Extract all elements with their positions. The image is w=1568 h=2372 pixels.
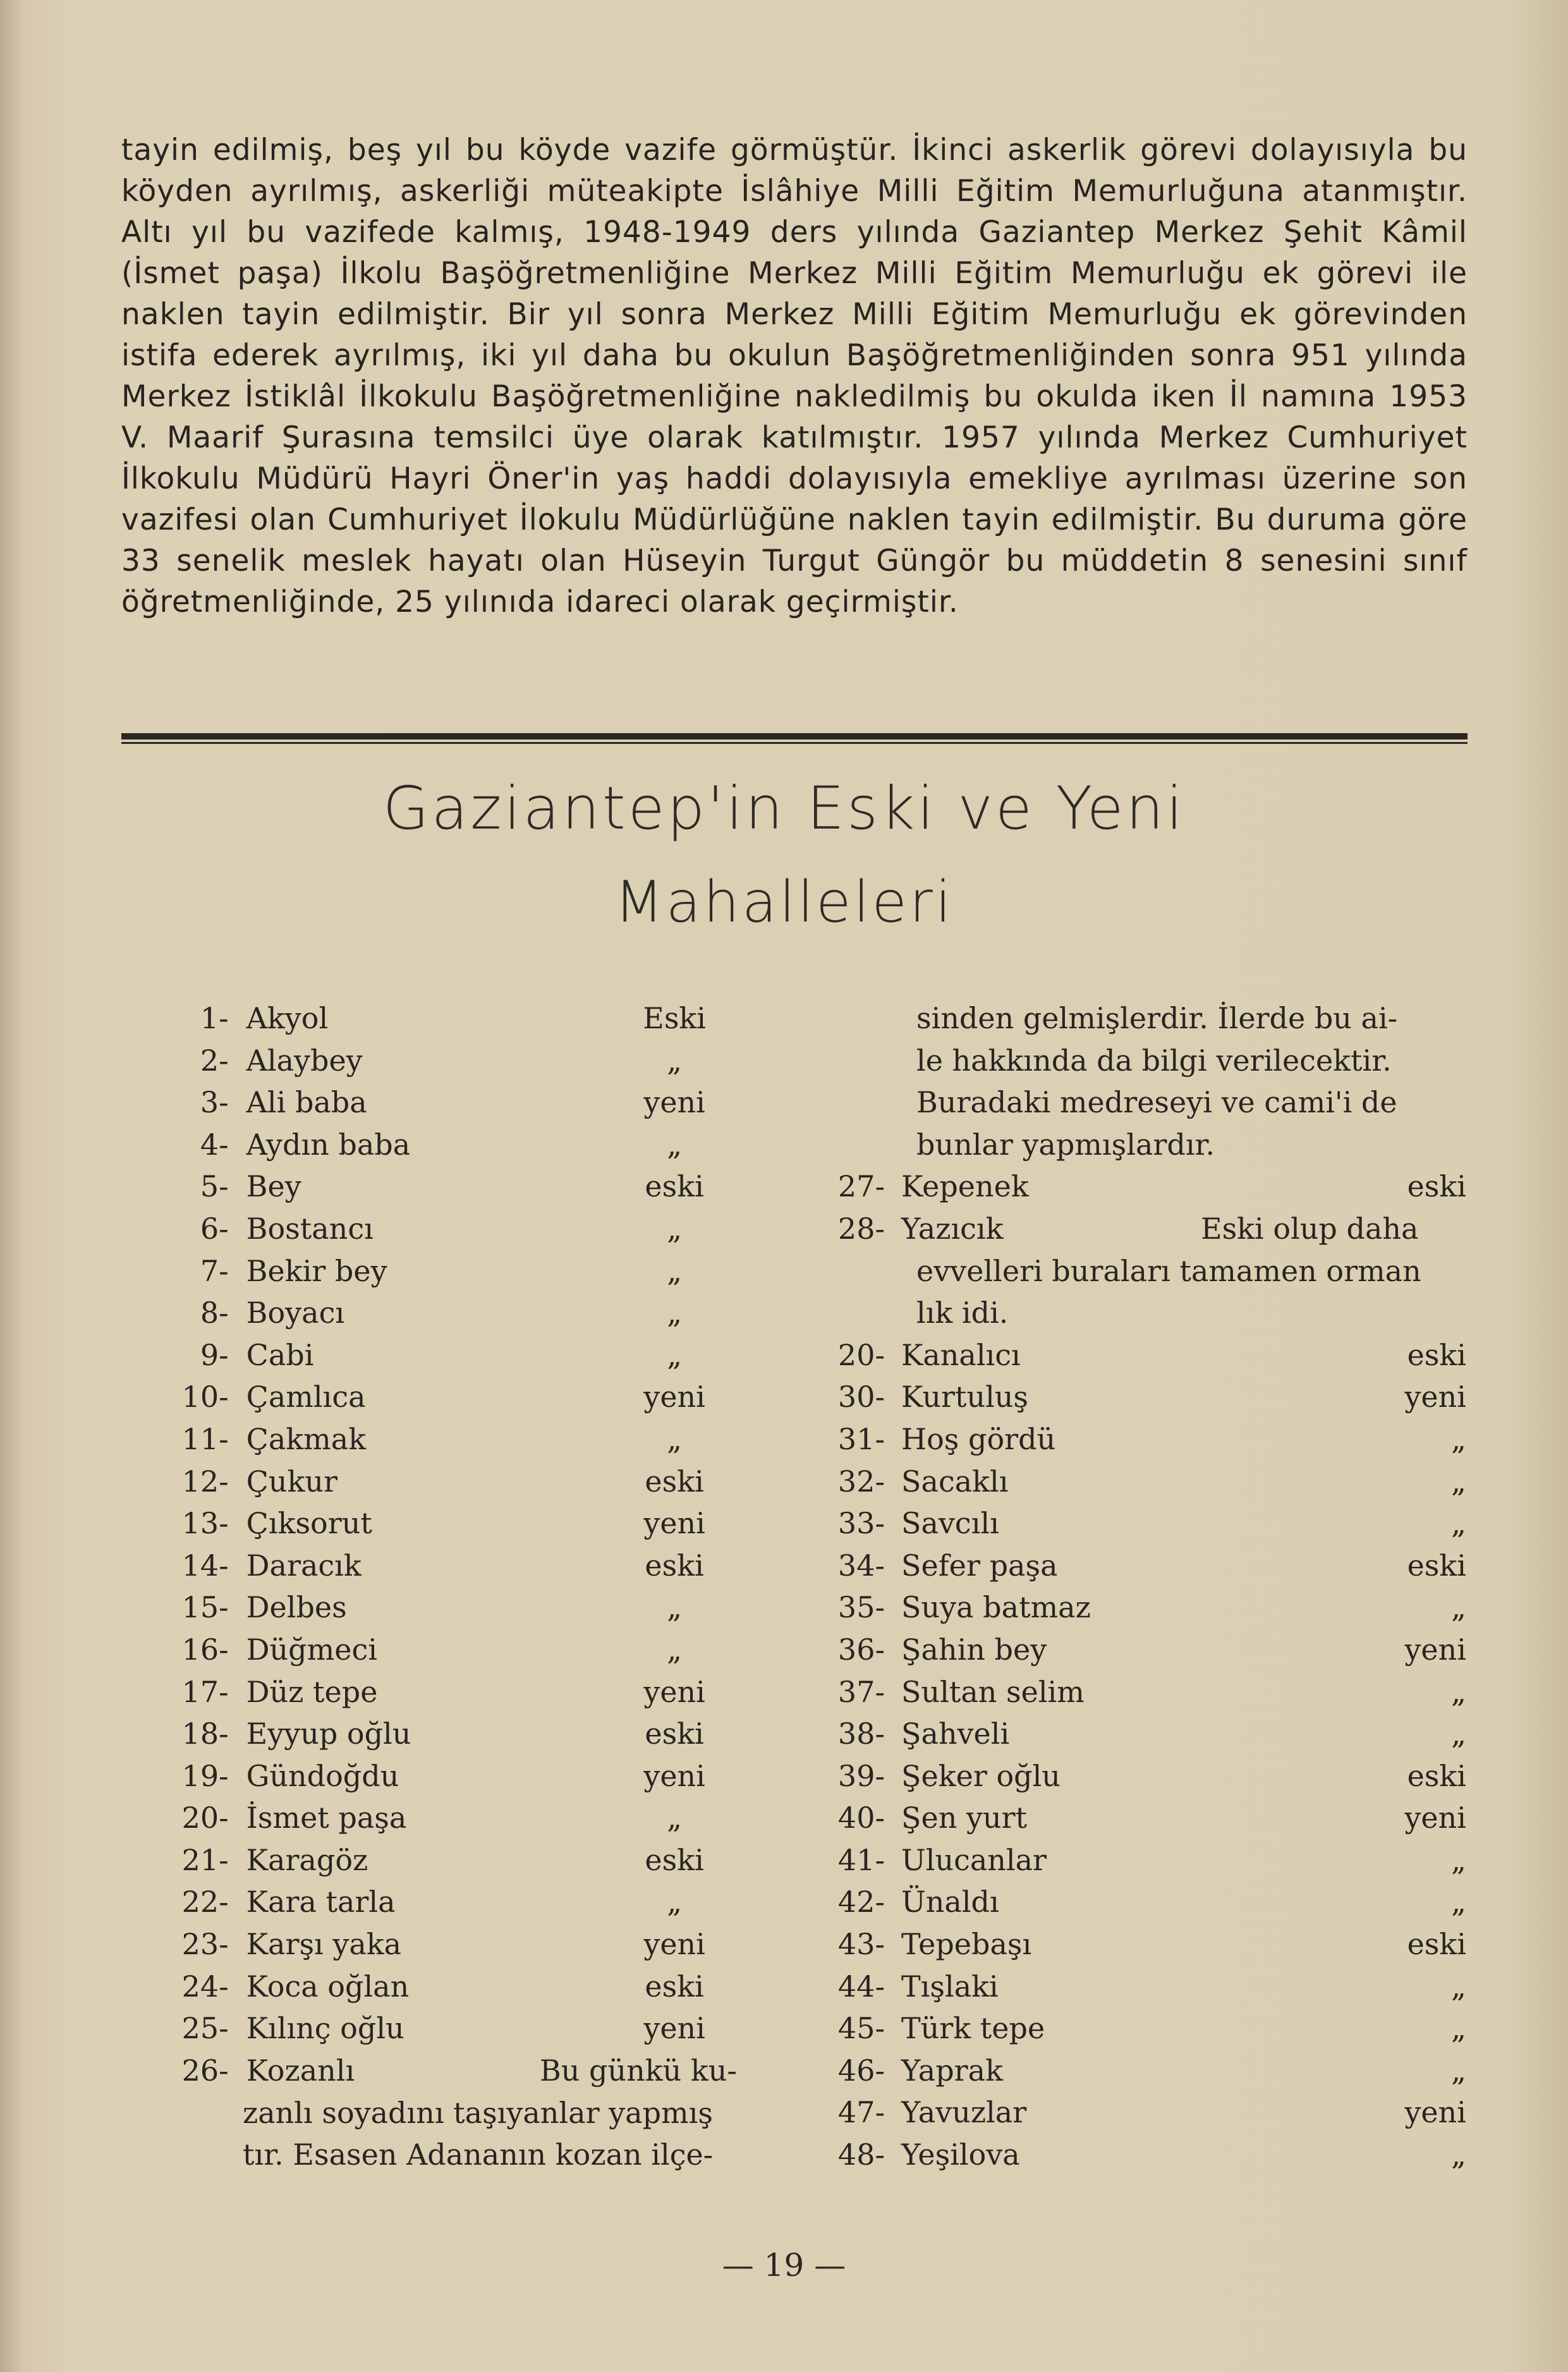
list-item [152, 1839, 765, 1882]
list-item-name: Karagöz [246, 1842, 368, 1877]
list-item-tag: „ [1451, 1717, 1466, 1751]
list-item-name: Koca oğlan [246, 1969, 410, 2004]
list-item-name: Kurtuluş [901, 1380, 1029, 1414]
list-item [152, 2007, 765, 2050]
list-item-num: 35- [837, 1590, 885, 1625]
list-item-name: Şen yurt [901, 1801, 1028, 1835]
list-item-tag: eski [645, 1548, 704, 1583]
list-item-num: 36- [837, 1632, 885, 1667]
list-item-num: 20- [837, 1337, 885, 1372]
list-item-tag: „ [667, 1043, 683, 1078]
list-item-tag: „ [1451, 1590, 1466, 1625]
list-item-name: Suya batmaz [901, 1590, 1091, 1625]
list-item-num: 44- [837, 1969, 885, 2004]
list-item [152, 1923, 765, 1966]
list-item-tag: yeni [1404, 2095, 1466, 2130]
list-item-tag: yeni [1404, 1632, 1466, 1667]
list-item-tag: „ [667, 1421, 683, 1456]
list-item-num: 39- [837, 1758, 885, 1793]
list-item [152, 1797, 765, 1839]
list-item-num [815, 1292, 891, 1334]
list-item-name: Boyacı [246, 1296, 345, 1330]
list-item-num: 38- [837, 1717, 885, 1751]
list-item-name: Daracık [246, 1548, 362, 1583]
list-item-num: 33- [837, 1506, 885, 1541]
list-item [815, 1923, 1473, 1966]
list-item-name: Tepebaşı [901, 1927, 1032, 1962]
list-item-name: Alaybey [246, 1043, 363, 1078]
list-item-num: 34- [837, 1548, 885, 1583]
list-item [815, 1418, 1473, 1461]
list-item-num: 17- [181, 1674, 229, 1709]
list-item [152, 1376, 765, 1418]
list-item-num: 7- [200, 1253, 229, 1288]
list-item-tag: „ [1451, 1842, 1466, 1877]
list-item-tag: „ [1451, 2138, 1466, 2172]
list-item-tag: yeni [643, 1085, 705, 1120]
page-number: — 19 — [722, 2247, 846, 2284]
list-item-tag: yeni [1404, 1801, 1466, 1835]
list-item [152, 1545, 765, 1587]
list-item-name: Kılınç oğlu [246, 2011, 404, 2046]
list-item [815, 1797, 1473, 1839]
list-item [815, 2091, 1473, 2134]
list-item-name: Bekir bey [246, 1253, 387, 1288]
list-item [152, 1671, 765, 1713]
list-item-tag: „ [667, 1127, 683, 1162]
list-item [152, 1250, 765, 1292]
list-item-name: Tışlaki [901, 1969, 999, 2004]
list-item [152, 1755, 765, 1797]
list-item-tag: yeni [643, 1674, 705, 1709]
note-line: Buradaki medreseyi ve cami'i de [916, 1085, 1397, 1120]
list-item-tag: „ [667, 1253, 683, 1288]
list-item-name: Yaprak [901, 2053, 1003, 2088]
list-item-name: Şahveli [901, 1717, 1010, 1751]
note-line: le hakkında da bilgi verilecektir. [916, 1043, 1392, 1078]
list-item-tag: yeni [643, 1758, 705, 1793]
list-item-name: Şahin bey [901, 1632, 1047, 1667]
list-item-num: 15- [181, 1590, 229, 1625]
list-item-num: 18- [181, 1717, 229, 1751]
list-item [815, 1629, 1473, 1671]
list-item-name: Türk tepe [901, 2011, 1045, 2046]
list-item [152, 1713, 765, 1755]
list-item-tag: „ [1451, 2011, 1466, 2046]
list-item-num: 25- [181, 2011, 229, 2046]
list-item-name: Sacaklı [901, 1464, 1009, 1499]
list-item-tag: yeni [643, 1380, 705, 1414]
list-item [815, 1376, 1473, 1418]
note-line: zanlı soyadını taşıyanlar yapmış [243, 2095, 713, 2130]
list-item [152, 1502, 765, 1545]
list-item-name: Kara tarla [246, 1885, 396, 1919]
list-item-num: 32- [837, 1464, 885, 1499]
list-item [815, 2050, 1473, 2092]
list-item-name: Kozanlı [246, 2053, 355, 2088]
note-line: Bu günkü ku- [540, 2053, 737, 2088]
list-item-num: 13- [181, 1506, 229, 1541]
list-item-name: Akyol [246, 1001, 329, 1035]
list-item-num: 4- [200, 1127, 229, 1162]
list-item [815, 1881, 1473, 1923]
note-line: evvelleri buraları tamamen orman [916, 1253, 1421, 1288]
list-item [815, 1966, 1473, 2008]
list-item-num: 43- [837, 1927, 885, 1962]
list-item [152, 1124, 765, 1166]
list-item-tag: Eski [643, 1001, 707, 1035]
list-item-name: Bostancı [246, 1211, 374, 1246]
list-item-tag: „ [1451, 1969, 1466, 2004]
list-item [152, 1881, 765, 1923]
list-item-num: 3- [200, 1085, 229, 1120]
note-line: tır. Esasen Adananın kozan ilçe- [243, 2138, 714, 2172]
list-item-name: Eyyup oğlu [246, 1717, 411, 1751]
note-line: Eski olup daha [1201, 1212, 1419, 1246]
list-item-num [815, 1250, 891, 1292]
list-item [152, 1292, 765, 1334]
list-item-num: 20- [181, 1801, 229, 1835]
list-item-num: 47- [837, 2095, 885, 2130]
list-item-name: Cabi [246, 1337, 314, 1372]
list-item-num: 45- [837, 2011, 885, 2046]
note-line: sinden gelmişlerdir. İlerde bu ai- [916, 1001, 1398, 1035]
list-item-name: İsmet paşa [246, 1801, 407, 1835]
list-item [815, 1502, 1473, 1545]
list-item-tag: „ [1451, 1464, 1466, 1499]
list-item [815, 1713, 1473, 1755]
list-item-name: Çakmak [246, 1421, 367, 1456]
list-item-name: Yeşilova [901, 2138, 1020, 2172]
list-item-num: 27- [837, 1169, 885, 1204]
list-item-name: Düz tepe [246, 1674, 378, 1709]
list-item-name: Düğmeci [246, 1632, 377, 1667]
list-item-num: 23- [181, 1927, 229, 1962]
list-item-name: Çamlıca [246, 1380, 366, 1414]
list-item-tag: „ [667, 1590, 683, 1625]
list-item [152, 1081, 765, 1124]
list-item-name: Çıksorut [246, 1506, 372, 1541]
list-item-name: Ulucanlar [901, 1842, 1047, 1877]
body-paragraph: tayin edilmiş, beş yıl bu köyde vazife görmüştür. İkinci askerlik görevi dolayısıyla bu köyden ayrılmış, askerliği müteakipte İslâhiye Milli Eğitim Memurluğuna atanmıştır. Altı yıl bu vazifede kalmış, 1948-1949 ders yılında Gaziantep Merkez Şehit Kâmil (İsmet paşa) İlkolu Başöğretmenliğine Merkez Milli Eğitim Memurluğu ek görevi ile naklen tayin edilmiştir. Bir yıl sonra Merkez Milli Eğitim Memurluğu ek görevinden istifa ederek ayrılmış, iki yıl daha bu okulun Başöğretmenliğinden sonra 951 yılında Merkez İstiklâl İlkokulu Başöğretmenliğine nakledilmiş bu okulda iken İl namına 1953 V. Maarif Şurasına temsilci üye olarak katılmıştır. 1957 yılında Merkez Cumhuriyet İlkokulu Müdürü Hayri Öner'in yaş haddi dolayısıyla emekliye ayrılması üzerine son vazifesi olan Cumhuriyet İlokulu Müdürlüğüne naklen tayin edilmiştir. Bu duruma göre 33 senelik meslek hayatı olan Hüseyin Turgut Güngör bu müddetin 8 senesini sınıf öğretmenliğinde, 25 yılınıda idareci olarak geçirmiştir. [121, 133, 1468, 619]
list-item-num: 11- [181, 1421, 229, 1456]
list-item-tag: yeni [643, 2011, 705, 2046]
list-item-num: 6- [200, 1211, 229, 1246]
list-item-tag: eski [645, 1717, 704, 1751]
note-line: lık idi. [916, 1296, 1009, 1330]
list-item-num: 48- [837, 2138, 885, 2172]
list-item-num: 41- [837, 1842, 885, 1877]
list-item-num: 37- [837, 1674, 885, 1709]
note-yazicik [916, 1208, 1473, 1334]
list-item-tag: eski [645, 1969, 704, 2004]
list-item-num: 8- [200, 1296, 229, 1330]
list-item-name: Ünaldı [901, 1885, 999, 1919]
list-item-num: 28- [837, 1211, 885, 1246]
list-item-tag: „ [1451, 1885, 1466, 1919]
list-item-name: Şeker oğlu [901, 1758, 1061, 1793]
list-item [815, 1461, 1473, 1503]
list-item-num: 2- [200, 1043, 229, 1078]
list-item-tag: eski [1407, 1169, 1466, 1204]
list-item-tag: eski [1407, 1548, 1466, 1583]
list-item-name: Çukur [246, 1464, 337, 1499]
list-item-tag: „ [1451, 1421, 1466, 1456]
list-item-tag: eski [1407, 1337, 1466, 1372]
list-item-name: Sefer paşa [901, 1548, 1058, 1583]
list-item-num: 40- [837, 1801, 885, 1835]
list-item-tag: yeni [1404, 1380, 1466, 1414]
list-item-name: Karşı yaka [246, 1927, 402, 1962]
list-item-tag: yeni [643, 1927, 705, 1962]
list-item-tag: eski [1407, 1927, 1466, 1962]
list-item-name: Hoş gördü [901, 1421, 1056, 1456]
list-item-name: Yavuzlar [901, 2095, 1027, 2130]
list-item [152, 1334, 765, 1377]
list-item-name: Savcılı [901, 1506, 999, 1541]
list-item [815, 1545, 1473, 1587]
list-item-tag: „ [667, 1337, 683, 1372]
list-item [815, 1165, 1473, 1208]
list-item-tag: „ [667, 1885, 683, 1919]
divider-rule [121, 733, 1468, 739]
list-item-tag: „ [1451, 1506, 1466, 1541]
list-item [152, 1586, 765, 1629]
section-subtitle: Mahalleleri [614, 869, 954, 935]
list-item [815, 1671, 1473, 1713]
list-item-num: 12- [181, 1464, 229, 1499]
list-item [152, 1165, 765, 1208]
list-item-tag: „ [1451, 2053, 1466, 2088]
note-kozanli [243, 2050, 811, 2176]
list-item-tag: yeni [643, 1506, 705, 1541]
section-title: Gaziantep'in Eski ve Yeni [382, 774, 1186, 843]
list-item-name: Kanalıcı [901, 1337, 1021, 1372]
list-item-name: Sultan selim [901, 1674, 1085, 1709]
list-item-num: 31- [837, 1421, 885, 1456]
list-item [152, 1629, 765, 1671]
list-item-num: 30- [837, 1380, 885, 1414]
list-item [815, 1839, 1473, 1882]
list-item-tag: eski [645, 1842, 704, 1877]
list-item-name: Yazıcık [901, 1211, 1004, 1246]
list-item [815, 1334, 1473, 1377]
list-item-num: 21- [181, 1842, 229, 1877]
list-item-num: 24- [181, 1969, 229, 2004]
list-item-name: Gündoğdu [246, 1758, 399, 1793]
list-item-num: 9- [200, 1337, 229, 1372]
list-item-tag: „ [667, 1211, 683, 1246]
list-item [152, 1040, 765, 1082]
note-continuation [916, 997, 1473, 1165]
list-item [152, 1461, 765, 1503]
neighborhood-list-left [152, 997, 765, 2091]
list-item-name: Bey [246, 1169, 301, 1204]
list-item-num: 22- [181, 1885, 229, 1919]
list-item-tag: „ [667, 1801, 683, 1835]
list-item-num: 19- [181, 1758, 229, 1793]
list-item-name: Aydın baba [246, 1127, 411, 1162]
list-item [152, 1966, 765, 2008]
list-item [815, 2007, 1473, 2050]
list-item [152, 1208, 765, 1250]
list-item-tag: „ [667, 1632, 683, 1667]
list-item [152, 997, 765, 1040]
list-item [152, 1418, 765, 1461]
list-item-name: Delbes [246, 1590, 347, 1625]
list-item [815, 2134, 1473, 2176]
list-item-name: Ali baba [246, 1085, 367, 1120]
list-item-num: 16- [181, 1632, 229, 1667]
list-item-num: 10- [181, 1380, 229, 1414]
list-item [815, 1586, 1473, 1629]
list-item [815, 1755, 1473, 1797]
list-item-tag: eski [645, 1464, 704, 1499]
list-item-num: 26- [181, 2053, 229, 2088]
list-item-num: 14- [181, 1548, 229, 1583]
list-item-tag: „ [1451, 1674, 1466, 1709]
note-line: bunlar yapmışlardır. [916, 1127, 1215, 1162]
list-item-num: 42- [837, 1885, 885, 1919]
list-item-tag: eski [1407, 1758, 1466, 1793]
list-item-num: 5- [200, 1169, 229, 1204]
list-item-name: Kepenek [901, 1169, 1029, 1204]
list-item-num: 46- [837, 2053, 885, 2088]
list-item-tag: eski [645, 1169, 704, 1204]
list-item-tag: „ [667, 1296, 683, 1330]
list-item-num: 1- [200, 1001, 229, 1035]
